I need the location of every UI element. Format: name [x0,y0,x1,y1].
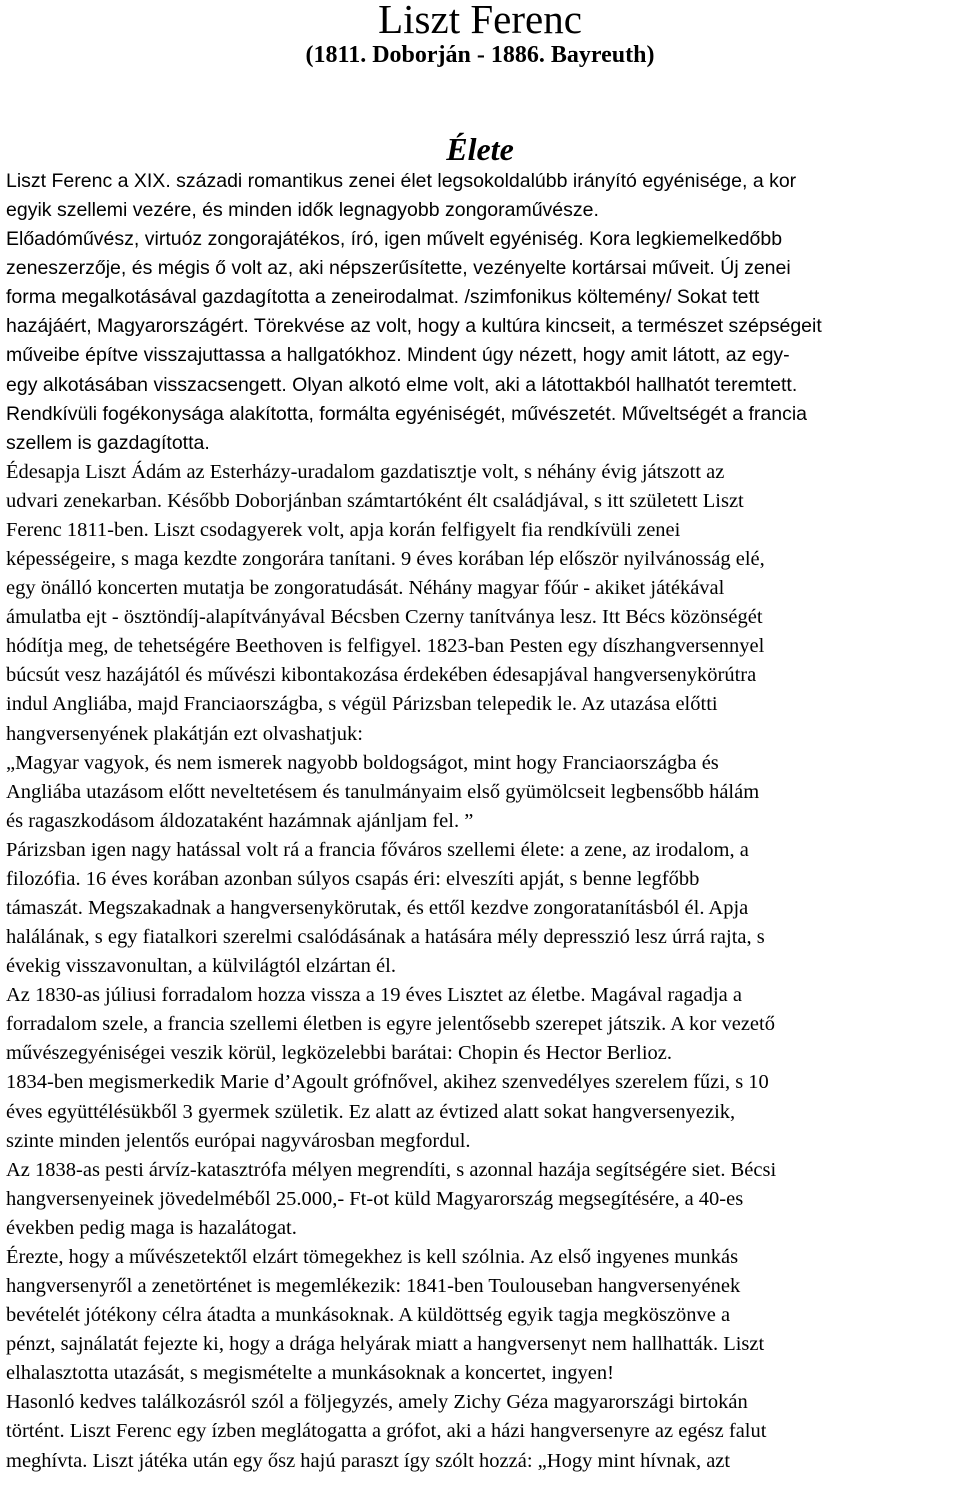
text-line [6,632,764,661]
text-line [6,952,396,981]
text-line [6,312,822,341]
text-line [6,778,759,807]
text-run: évekig visszavonultan, a külvilágtól elzártan él. [6,955,396,978]
text-run: hódítja meg, de tehetségére Beethoven is felfigyel. 1823-ban Pesten egy díszhangversennyel [6,635,765,658]
document-title: Liszt Ferenc [378,0,582,42]
text-line [6,894,748,923]
text-line [6,167,796,196]
text-line [6,1417,766,1446]
text-line [6,1359,614,1388]
text-line [6,836,749,865]
text-line [6,458,724,487]
text-run: Az 1838-as pesti árvíz-katasztrófa mélyen megrendíti, s azonnal hazája segítségére siet. Bécsi [6,1158,777,1181]
text-line [6,254,791,283]
text-line [6,661,756,690]
text-line [6,1127,471,1156]
text-line [6,545,765,574]
document-subtitle: (1811. Doborján - 1886. Bayreuth) [305,42,655,68]
text-line [6,1039,672,1068]
text-line [6,690,718,719]
text-line [6,1156,776,1185]
text-run: hangversenyről a zenetörténet is megemlékezik: 1841-ben Toulouseban hangversenyének [6,1275,741,1298]
text-run: ámulatba ejt - ösztöndíj-alapítványával Bécsben Czerny tanítványa lesz. Itt Bécs közönségét [6,606,763,629]
text-line [6,1272,740,1301]
text-run: művészegyéniségei veszik körül, legközelebbi barátai: Chopin és Hector Berlioz. [6,1042,673,1065]
text-run: Rendkívüli fogékonysága alakította, formálta egyéniségét, művészetét. Műveltségét a francia [6,402,808,425]
text-run: hazájáért, Magyarországért. Törekvése az volt, hogy a kultúra kincseit, a természet szépségeit [6,315,822,338]
text-run: képességeire, s maga kezdte zongorára tanítani. 9 éves korában lép először nyilvánosság elé, [6,548,765,571]
text-line [6,981,742,1010]
text-run: udvari zenekarban. Később Doborjánban számtartóként élt családjával, s itt született Liszt [6,489,744,512]
text-line [6,923,765,952]
text-run: műveibe építve visszajuttassa a hallgatókhoz. Mindent úgy nézett, hogy amit látott, az egy- [6,344,790,367]
text-run: Angliába utazásom előtt neveltetésem és tanulmányaim első gyümölcseit legbensőbb hálám [6,780,760,803]
text-line [6,429,210,458]
text-run: támaszát. Megszakadnak a hangversenykörutak, és ettől kezdve zongoratanításból él. Apja [6,897,749,919]
text-line [6,1185,743,1214]
text-line [6,283,759,312]
text-run: hangversenyének plakátján ezt olvashatjuk: [6,722,363,745]
text-run: forma megalkotásával gazdagította a zeneirodalmat. /szimfonikus költemény/ Sokat tett [6,286,760,309]
text-line [6,1301,730,1330]
text-line [6,807,473,836]
text-line [6,865,699,894]
text-run: zeneszerzője, és mégis ő volt az, aki népszerűsítette, vezényelte kortársai műveit. Új zenei [6,257,791,280]
text-run: bevételét jótékony célra átadta a munkásoknak. A küldöttség egyik tagja megköszönve a [6,1304,731,1327]
text-line [6,516,680,545]
text-run: forradalom szele, a francia szellemi életben is egyre jelentősebb szerepet játszik. A kor vezető [6,1013,775,1036]
text-run: indul Angliába, majd Franciaországba, s végül Párizsban telepedik le. Az utazása előtti [6,693,718,716]
text-run: szinte minden jelentős európai nagyvárosban megfordul. [6,1129,471,1152]
text-run: Párizsban igen nagy hatással volt rá a francia főváros szellemi élete: a zene, az irodalom, a [6,838,749,861]
text-run: Az 1830-as júliusi forradalom hozza vissza a 19 éves Lisztet az életbe. Magával ragadja a [6,984,742,1007]
text-run: és ragaszkodásom áldozataként hazámnak ajánljam fel. ” [6,809,474,832]
text-line [6,1330,764,1359]
text-run: „Magyar vagyok, és nem ismerek nagyobb boldogságot, mint hogy Franciaországba és [6,751,719,774]
text-line [6,371,797,400]
text-run: Hasonló kedves találkozásról szól a följegyzés, amely Zichy Géza magyarországi birtokán [6,1391,748,1414]
text-run: egyik szellemi vezére, és minden idők legnagyobb zongoraművésze. [6,199,599,222]
text-run: Előadóművész, virtuóz zongorajátékos, író, igen művelt egyéniség. Kora legkiemelkedőbb [6,228,783,251]
text-line [6,225,782,254]
text-line [6,1243,738,1272]
text-run: években pedig maga is hazalátogat. [6,1216,297,1239]
text-run: Ferenc 1811-ben. Liszt csodagyerek volt, apja korán felfigyelt fia rendkívüli zenei [6,518,681,541]
section-heading: Élete [446,131,514,167]
text-line [6,1010,775,1039]
text-line [6,487,744,516]
text-line [6,1214,297,1243]
text-run: egy alkotásában visszacsengett. Olyan alkotó elme volt, aki a látottakból hallhatót teremtett. [6,373,798,396]
text-run: 1834-ben megismerkedik Marie d’Agoult grófnővel, akihez szenvedélyes szerelem fűzi, s 10 [6,1071,769,1094]
text-run: búcsút vesz hazájától és művészi kibontakozása érdekében édesapjával hangversenykörútra [6,664,757,687]
text-line [6,603,763,632]
text-line [6,574,724,603]
text-line [6,400,807,429]
text-run: Liszt Ferenc a XIX. századi romantikus zenei élet legsokoldalúbb irányító egyénisége, a kor [6,170,797,192]
text-run: Édesapja Liszt Ádám az Esterházy-uradalom gazdatisztje volt, s néhány évig játszott az [6,460,725,483]
text-run: egy önálló koncerten mutatja be zongoratudását. Néhány magyar főúr - akiket játékával [6,577,725,600]
text-line [6,749,719,778]
text-line [6,341,790,370]
text-run: hangversenyeinek jövedelméből 25.000,- Ft-ot küld Magyarország megsegítésére, a 40-es [6,1187,744,1210]
text-run: pénzt, sajnálatát fejezte ki, hogy a drága helyárak miatt a hangversenyt nem hallhatták. Liszt [6,1333,765,1356]
text-run: meghívta. Liszt játéka után egy ősz hajú paraszt így szólt hozzá: „Hogy mint hívnak, azt [6,1449,731,1472]
text-run: Érezte, hogy a művészetektől elzárt tömegekhez is kell szólnia. Az első ingyenes munkás [6,1245,739,1268]
text-line [6,1388,748,1417]
text-run: éves együttélésükből 3 gyermek születik. Ez alatt az évtized alatt sokat hangversenyezik, [6,1100,736,1123]
text-line [6,196,599,225]
text-line [6,1068,769,1097]
text-line [6,1098,735,1127]
text-run: filozófia. 16 éves korában azonban súlyos csapás éri: elveszíti apját, s benne legfőbb [6,867,700,890]
text-run: szellem is gazdagította. [6,431,210,454]
text-line [6,720,363,749]
text-run: elhalasztotta utazását, s megismételte a munkásoknak a koncertet, ingyen! [6,1362,614,1385]
text-line [6,1447,730,1476]
text-run: történt. Liszt Ferenc egy ízben meglátogatta a grófot, aki a házi hangversenyre az egész falut [6,1420,767,1443]
text-run: halálának, s egy fiatalkori szerelmi csalódásának a hatására mély depresszió lesz úrrá rajta, s [6,926,765,949]
